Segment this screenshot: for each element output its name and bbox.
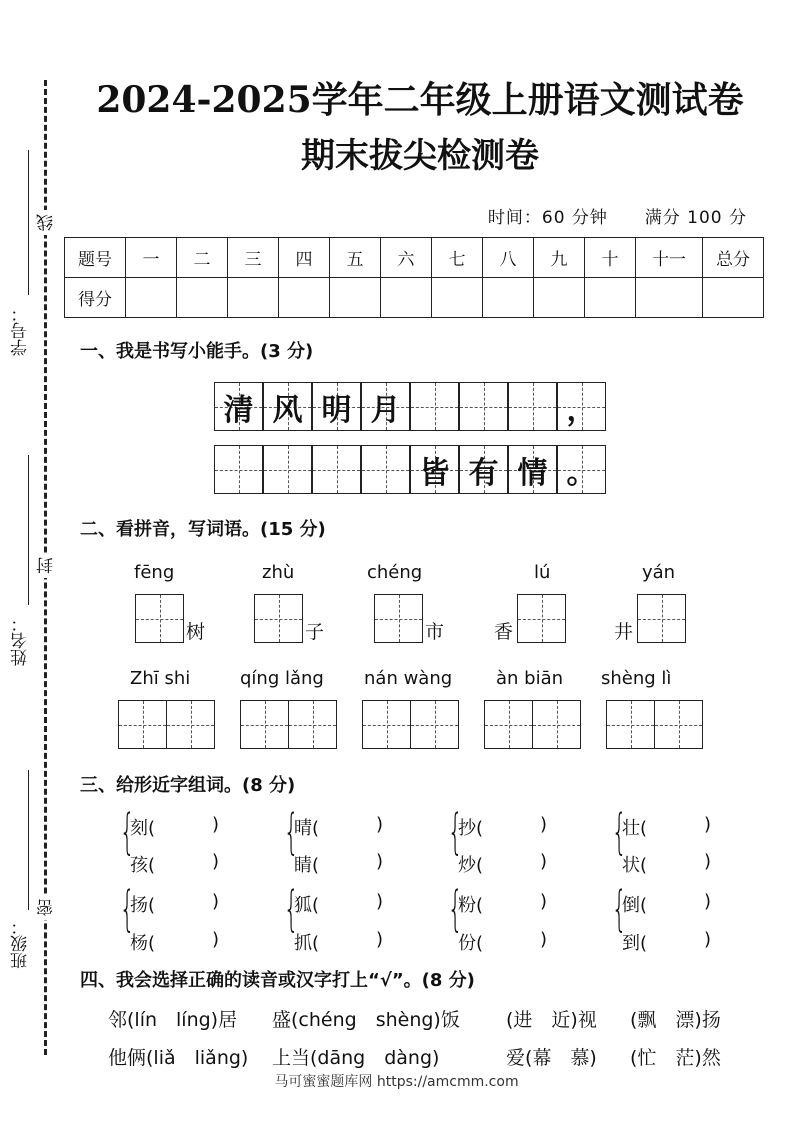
given-char: 井 bbox=[614, 621, 634, 643]
choice-item[interactable]: 爱(幕 慕) bbox=[506, 1047, 597, 1069]
footer-watermark: 马可蜜蜜题库网 https://amcmm.com bbox=[274, 1074, 519, 1090]
pinyin-answer-cell[interactable] bbox=[637, 594, 686, 643]
similar-char: 到( bbox=[622, 933, 648, 954]
writing-grid-cell: 情 bbox=[508, 445, 557, 494]
score-header-cell: 七 bbox=[432, 238, 483, 278]
score-row-label: 得分 bbox=[65, 278, 126, 318]
pinyin-answer-cell[interactable] bbox=[654, 700, 703, 749]
writing-grid-blank[interactable] bbox=[508, 382, 557, 431]
brace: { bbox=[611, 804, 627, 860]
pinyin-label: Zhī shi bbox=[130, 668, 191, 689]
paren-close: ) bbox=[212, 851, 220, 872]
similar-char: 倒( bbox=[622, 895, 648, 916]
score-cell[interactable] bbox=[177, 278, 228, 318]
writing-grid-blank[interactable] bbox=[459, 382, 508, 431]
given-char: 子 bbox=[305, 621, 325, 643]
similar-char: 杨( bbox=[130, 933, 156, 954]
score-cell[interactable] bbox=[381, 278, 432, 318]
given-char: 香 bbox=[494, 621, 514, 643]
pinyin-answer-cell[interactable] bbox=[135, 594, 184, 643]
score-header-cell: 四 bbox=[279, 238, 330, 278]
pinyin-label: qíng lǎng bbox=[240, 668, 324, 689]
pinyin-answer-cell[interactable] bbox=[374, 594, 423, 643]
similar-char: 粉( bbox=[458, 895, 484, 916]
class-label: 班级： bbox=[11, 918, 31, 969]
pinyin-label: yán bbox=[642, 562, 676, 583]
paren-close: ) bbox=[540, 814, 548, 835]
writing-grid-cell: 明 bbox=[312, 382, 361, 431]
pinyin-answer-cell[interactable] bbox=[166, 700, 215, 749]
writing-grid-cell: 。 bbox=[557, 445, 606, 494]
paren-close: ) bbox=[376, 891, 384, 912]
score-table-score-row bbox=[65, 278, 764, 318]
score-cell[interactable] bbox=[636, 278, 703, 318]
brace: { bbox=[611, 881, 627, 937]
pinyin-label: lú bbox=[534, 562, 551, 583]
paren-close: ) bbox=[212, 814, 220, 835]
similar-char: 扬( bbox=[130, 895, 156, 916]
student-id-label: 学号： bbox=[11, 305, 31, 356]
paren-close: ) bbox=[376, 851, 384, 872]
pinyin-label: zhù bbox=[262, 562, 295, 583]
score-header-cell: 八 bbox=[483, 238, 534, 278]
paren-close: ) bbox=[704, 851, 712, 872]
score-cell[interactable] bbox=[585, 278, 636, 318]
name-blank[interactable] bbox=[28, 455, 29, 605]
score-header-cell: 五 bbox=[330, 238, 381, 278]
student-id-blank[interactable] bbox=[28, 150, 29, 295]
writing-grid-cell: 月 bbox=[361, 382, 410, 431]
paren-close: ) bbox=[704, 891, 712, 912]
page-title: 2024-2025学年二年级上册语文测试卷 bbox=[96, 79, 744, 121]
writing-grid-cell: 有 bbox=[459, 445, 508, 494]
paren-close: ) bbox=[212, 891, 220, 912]
pinyin-label: shèng lì bbox=[601, 668, 672, 689]
binding-mark-feng: 封 bbox=[34, 553, 59, 578]
similar-char: 抄( bbox=[458, 818, 484, 839]
similar-char: 刻( bbox=[130, 818, 156, 839]
brace: { bbox=[447, 881, 463, 937]
similar-char: 抓( bbox=[294, 933, 320, 954]
brace: { bbox=[283, 804, 299, 860]
choice-item[interactable]: 上当(dāng dàng) bbox=[272, 1047, 440, 1069]
writing-grid-cell: 风 bbox=[263, 382, 312, 431]
paren-close: ) bbox=[704, 929, 712, 950]
exam-meta bbox=[488, 203, 747, 228]
score-header-cell: 总分 bbox=[703, 238, 764, 278]
similar-char: 壮( bbox=[622, 818, 648, 839]
pinyin-answer-cell[interactable] bbox=[606, 700, 655, 749]
paren-close: ) bbox=[212, 929, 220, 950]
pinyin-label: nán wàng bbox=[364, 668, 453, 689]
brace: { bbox=[119, 881, 135, 937]
brace: { bbox=[447, 804, 463, 860]
score-cell[interactable] bbox=[126, 278, 177, 318]
score-header-cell: 二 bbox=[177, 238, 228, 278]
score-table-header-row bbox=[65, 238, 764, 278]
brace: { bbox=[119, 804, 135, 860]
section-1-heading: 一、我是书写小能手。(3 分) bbox=[80, 341, 314, 362]
similar-char: 炒( bbox=[458, 855, 484, 876]
similar-char: 狐( bbox=[294, 895, 320, 916]
choice-item[interactable]: 邻(lín líng)居 bbox=[108, 1009, 238, 1031]
pinyin-answer-cell[interactable] bbox=[532, 700, 581, 749]
paren-close: ) bbox=[376, 929, 384, 950]
score-cell[interactable] bbox=[279, 278, 330, 318]
page-subtitle: 期末拔尖检测卷 bbox=[301, 136, 539, 176]
choice-item[interactable]: (飘 漂)扬 bbox=[630, 1009, 721, 1031]
binding-mark-mi: 密 bbox=[34, 895, 59, 920]
choice-item[interactable]: (忙 茫)然 bbox=[630, 1047, 721, 1069]
section-2-heading: 二、看拼音，写词语。(15 分) bbox=[80, 519, 326, 540]
choice-item[interactable]: 他俩(liǎ liǎng) bbox=[108, 1047, 249, 1069]
pinyin-label: àn biān bbox=[496, 668, 564, 689]
score-header-cell: 十 bbox=[585, 238, 636, 278]
score-header-cell: 题号 bbox=[65, 238, 126, 278]
pinyin-answer-cell[interactable] bbox=[517, 594, 566, 643]
writing-grid-cell: ， bbox=[557, 382, 606, 431]
score-header-cell: 三 bbox=[228, 238, 279, 278]
writing-grid-cell: 皆 bbox=[410, 445, 459, 494]
pinyin-label: fēng bbox=[134, 562, 175, 583]
writing-grid-blank[interactable] bbox=[214, 445, 263, 494]
full-score: 满分 100 分 bbox=[644, 208, 747, 228]
given-char: 树 bbox=[186, 621, 206, 643]
brace: { bbox=[283, 881, 299, 937]
writing-grid-cell: 清 bbox=[214, 382, 263, 431]
choice-item[interactable]: (进 近)视 bbox=[506, 1009, 597, 1031]
paren-close: ) bbox=[540, 929, 548, 950]
pinyin-label: chéng bbox=[367, 562, 423, 583]
writing-grid-blank[interactable] bbox=[361, 445, 410, 494]
pinyin-answer-cell[interactable] bbox=[362, 700, 411, 749]
given-char: 市 bbox=[425, 621, 445, 643]
score-cell[interactable] bbox=[228, 278, 279, 318]
similar-char: 睛( bbox=[294, 855, 320, 876]
writing-grid-blank[interactable] bbox=[410, 382, 459, 431]
pinyin-answer-cell[interactable] bbox=[288, 700, 337, 749]
paren-close: ) bbox=[376, 814, 384, 835]
similar-char: 状( bbox=[622, 855, 648, 876]
score-table bbox=[64, 237, 764, 318]
score-cell[interactable] bbox=[703, 278, 764, 318]
name-label: 姓名： bbox=[11, 615, 31, 666]
pinyin-answer-cell[interactable] bbox=[410, 700, 459, 749]
writing-grid-blank[interactable] bbox=[312, 445, 361, 494]
pinyin-answer-cell[interactable] bbox=[240, 700, 289, 749]
pinyin-answer-cell[interactable] bbox=[254, 594, 303, 643]
score-cell[interactable] bbox=[483, 278, 534, 318]
writing-grid-blank[interactable] bbox=[263, 445, 312, 494]
paren-close: ) bbox=[540, 891, 548, 912]
score-header-cell: 六 bbox=[381, 238, 432, 278]
score-header-cell: 一 bbox=[126, 238, 177, 278]
pinyin-answer-cell[interactable] bbox=[484, 700, 533, 749]
class-blank[interactable] bbox=[28, 770, 29, 910]
choice-item[interactable]: 盛(chéng shèng)饭 bbox=[272, 1009, 460, 1031]
time-limit: 时间：60 分钟 bbox=[487, 208, 608, 228]
similar-char: 晴( bbox=[294, 818, 320, 839]
section-4-heading: 四、我会选择正确的读音或汉字打上“√”。(8 分) bbox=[80, 970, 475, 991]
similar-char: 份( bbox=[458, 933, 484, 954]
score-cell[interactable] bbox=[534, 278, 585, 318]
pinyin-answer-cell[interactable] bbox=[118, 700, 167, 749]
score-cell[interactable] bbox=[330, 278, 381, 318]
paren-close: ) bbox=[704, 814, 712, 835]
binding-mark-xian: 线 bbox=[34, 210, 59, 235]
section-3-heading: 三、给形近字组词。(8 分) bbox=[80, 775, 296, 796]
score-header-cell: 九 bbox=[534, 238, 585, 278]
score-header-cell: 十一 bbox=[636, 238, 703, 278]
paren-close: ) bbox=[540, 851, 548, 872]
similar-char: 孩( bbox=[130, 855, 156, 876]
score-cell[interactable] bbox=[432, 278, 483, 318]
